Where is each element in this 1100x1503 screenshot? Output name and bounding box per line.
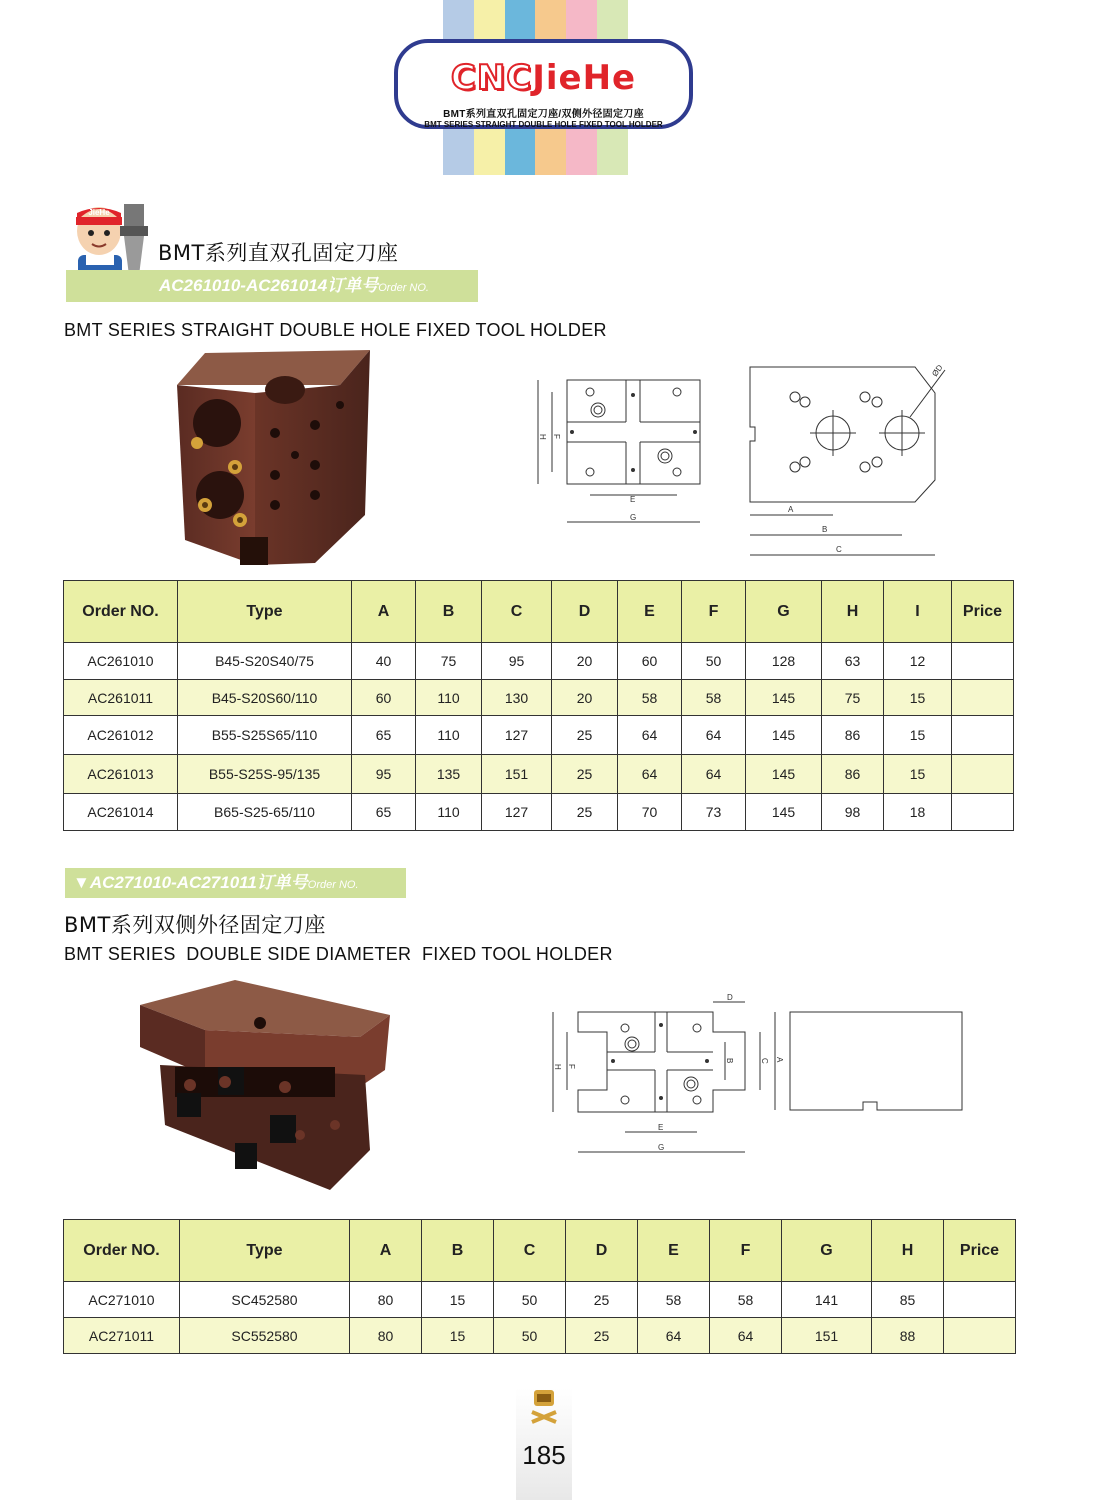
dim-label-f: F bbox=[567, 1064, 576, 1069]
table-cell: 86 bbox=[822, 755, 884, 794]
order-label-cn: 订单号 bbox=[327, 276, 379, 295]
col-header: C bbox=[482, 581, 552, 643]
col-header: Type bbox=[180, 1220, 350, 1282]
table-cell: 75 bbox=[416, 643, 482, 680]
table-cell: 60 bbox=[352, 680, 416, 716]
dim-label-e: E bbox=[658, 1123, 664, 1132]
technical-drawing-front-1 bbox=[530, 370, 710, 530]
table-cell: 88 bbox=[872, 1318, 944, 1354]
table-cell: 127 bbox=[482, 794, 552, 831]
col-header: F bbox=[710, 1220, 782, 1282]
col-header: D bbox=[566, 1220, 638, 1282]
order-range-text: AC261010-AC261014 bbox=[159, 276, 328, 295]
table-cell: AC261013 bbox=[64, 755, 178, 794]
table-cell: 25 bbox=[566, 1318, 638, 1354]
spec-table-2 bbox=[63, 1219, 1016, 1354]
table-row bbox=[64, 1318, 1016, 1354]
brand-logo bbox=[394, 39, 693, 129]
table-cell: 50 bbox=[682, 643, 746, 680]
col-header: Type bbox=[178, 581, 352, 643]
table-cell: AC261012 bbox=[64, 716, 178, 755]
table-cell: 110 bbox=[416, 680, 482, 716]
table-header-row bbox=[64, 1220, 1016, 1282]
table-cell: AC261011 bbox=[64, 680, 178, 716]
col-header: Price bbox=[944, 1220, 1016, 1282]
table-header-row bbox=[64, 581, 1014, 643]
table-cell: 64 bbox=[638, 1318, 710, 1354]
section1-title-cn: BMT系列直双孔固定刀座 bbox=[158, 241, 399, 265]
table-cell: 65 bbox=[352, 716, 416, 755]
table-cell: 25 bbox=[566, 1282, 638, 1318]
table-cell: 128 bbox=[746, 643, 822, 680]
table-cell: 15 bbox=[884, 680, 952, 716]
table-cell: 110 bbox=[416, 794, 482, 831]
table-cell: 50 bbox=[494, 1318, 566, 1354]
table-cell: 64 bbox=[710, 1318, 782, 1354]
mascot-logo: JieHe bbox=[88, 208, 110, 217]
table-cell: 58 bbox=[638, 1282, 710, 1318]
tool-emblem-icon bbox=[528, 1388, 560, 1426]
table-cell: 141 bbox=[782, 1282, 872, 1318]
table-cell: 58 bbox=[618, 680, 682, 716]
table-cell: 80 bbox=[350, 1282, 422, 1318]
table-cell: 63 bbox=[822, 643, 884, 680]
table-cell: 73 bbox=[682, 794, 746, 831]
technical-drawing-side-1 bbox=[740, 355, 955, 560]
page-number: 185 bbox=[522, 1440, 566, 1470]
table-cell: 151 bbox=[482, 755, 552, 794]
order-label-en: Order NO. bbox=[378, 282, 429, 294]
table-row bbox=[64, 755, 1014, 794]
table-cell: 145 bbox=[746, 680, 822, 716]
product-photo-straight-holder bbox=[165, 345, 380, 570]
dim-label-h: H bbox=[538, 434, 547, 440]
table-cell bbox=[944, 1318, 1016, 1354]
order-range-text: AC271010-AC271011 bbox=[89, 873, 257, 892]
table-cell: AC261014 bbox=[64, 794, 178, 831]
table-cell: 145 bbox=[746, 716, 822, 755]
table-cell: 75 bbox=[822, 680, 884, 716]
dim-label-b: B bbox=[822, 525, 828, 534]
col-header: G bbox=[746, 581, 822, 643]
brand-name bbox=[398, 58, 689, 98]
order-label-en: Order NO. bbox=[307, 879, 359, 891]
section2-title-cn: BMT系列双侧外径固定刀座 bbox=[64, 913, 326, 937]
logo-cnc: CNC bbox=[450, 58, 533, 98]
table-cell bbox=[952, 755, 1014, 794]
col-header: A bbox=[350, 1220, 422, 1282]
table-cell: 151 bbox=[782, 1318, 872, 1354]
section1-title-en: BMT SERIES STRAIGHT DOUBLE HOLE FIXED TOOL HOLDER bbox=[64, 320, 607, 340]
table-row bbox=[64, 680, 1014, 716]
table-cell: AC271010 bbox=[64, 1282, 180, 1318]
table-cell: 135 bbox=[416, 755, 482, 794]
table-row bbox=[64, 643, 1014, 680]
logo-subtitle-en: BMT SERIES STRAIGHT DOUBLE HOLE FIXED TOOL HOLDER bbox=[424, 120, 663, 129]
dim-label-h: H bbox=[553, 1064, 562, 1070]
table-cell: B55-S25S-95/135 bbox=[178, 755, 352, 794]
table-cell: AC261010 bbox=[64, 643, 178, 680]
table-cell: 98 bbox=[822, 794, 884, 831]
table-cell: 65 bbox=[352, 794, 416, 831]
table-cell: B65-S25-65/110 bbox=[178, 794, 352, 831]
technical-drawing-side-2 bbox=[765, 1005, 970, 1115]
product-photo-double-side-holder bbox=[135, 975, 395, 1195]
table-cell: 15 bbox=[884, 755, 952, 794]
col-header: B bbox=[422, 1220, 494, 1282]
col-header: B bbox=[416, 581, 482, 643]
dim-label-g: G bbox=[630, 513, 637, 522]
table-cell: 145 bbox=[746, 755, 822, 794]
table-cell: 15 bbox=[884, 716, 952, 755]
logo-jiehe: JieHe bbox=[532, 58, 637, 98]
table-cell: 145 bbox=[746, 794, 822, 831]
col-header: Order NO. bbox=[64, 1220, 180, 1282]
col-header: I bbox=[884, 581, 952, 643]
table-cell: 20 bbox=[552, 643, 618, 680]
table-cell: 15 bbox=[422, 1282, 494, 1318]
table-cell: 64 bbox=[682, 755, 746, 794]
table-cell: B45-S20S60/110 bbox=[178, 680, 352, 716]
table-cell bbox=[944, 1282, 1016, 1318]
table-row bbox=[64, 1282, 1016, 1318]
dim-label-d: ØD bbox=[930, 363, 945, 379]
table-cell: 25 bbox=[552, 716, 618, 755]
section2-title-en: BMT SERIES DOUBLE SIDE DIAMETER FIXED TOOL HOLDER bbox=[64, 944, 613, 964]
table-cell: 58 bbox=[710, 1282, 782, 1318]
dim-label-a: A bbox=[775, 1057, 784, 1063]
col-header: E bbox=[638, 1220, 710, 1282]
table-cell bbox=[952, 643, 1014, 680]
spec-table-1 bbox=[63, 580, 1014, 831]
table-cell: 60 bbox=[618, 643, 682, 680]
dim-label-a: A bbox=[788, 505, 794, 514]
dim-label-f: F bbox=[552, 434, 561, 439]
order-label-cn: 订单号 bbox=[256, 873, 308, 892]
logo-subtitle-cn: BMT系列直双孔固定刀座/双侧外径固定刀座 bbox=[443, 109, 644, 120]
table-cell: SC552580 bbox=[180, 1318, 350, 1354]
table-cell: 25 bbox=[552, 755, 618, 794]
table-cell: 95 bbox=[482, 643, 552, 680]
table-row bbox=[64, 716, 1014, 755]
table-cell bbox=[952, 680, 1014, 716]
table-cell: 50 bbox=[494, 1282, 566, 1318]
dim-label-c: C bbox=[760, 1058, 769, 1064]
table-cell: 110 bbox=[416, 716, 482, 755]
col-header: Price bbox=[952, 581, 1014, 643]
dim-label-b: B bbox=[725, 1058, 734, 1064]
col-header: C bbox=[494, 1220, 566, 1282]
dim-label-d: D bbox=[727, 993, 733, 1002]
col-header: E bbox=[618, 581, 682, 643]
table-cell: 127 bbox=[482, 716, 552, 755]
table-cell: B55-S25S65/110 bbox=[178, 716, 352, 755]
table-cell: 18 bbox=[884, 794, 952, 831]
dim-label-c: C bbox=[836, 545, 842, 554]
table-cell: 64 bbox=[682, 716, 746, 755]
table-cell: SC452580 bbox=[180, 1282, 350, 1318]
col-header: G bbox=[782, 1220, 872, 1282]
table-cell: 85 bbox=[872, 1282, 944, 1318]
table-cell: 86 bbox=[822, 716, 884, 755]
table-cell: 58 bbox=[682, 680, 746, 716]
technical-drawing-front-2 bbox=[545, 992, 780, 1157]
col-header: D bbox=[552, 581, 618, 643]
section1-order-range bbox=[66, 270, 478, 302]
table-row bbox=[64, 794, 1014, 831]
table-cell: 40 bbox=[352, 643, 416, 680]
table-cell: 20 bbox=[552, 680, 618, 716]
table-cell: 70 bbox=[618, 794, 682, 831]
dim-label-g: G bbox=[658, 1143, 665, 1152]
table-cell: AC271011 bbox=[64, 1318, 180, 1354]
table-cell: 130 bbox=[482, 680, 552, 716]
table-cell: B45-S20S40/75 bbox=[178, 643, 352, 680]
table-cell bbox=[952, 794, 1014, 831]
section2-order-range bbox=[65, 868, 406, 898]
table-cell: 15 bbox=[422, 1318, 494, 1354]
table-cell: 64 bbox=[618, 755, 682, 794]
table-cell: 12 bbox=[884, 643, 952, 680]
col-header: Order NO. bbox=[64, 581, 178, 643]
col-header: H bbox=[872, 1220, 944, 1282]
col-header: F bbox=[682, 581, 746, 643]
table-cell: 80 bbox=[350, 1318, 422, 1354]
table-cell: 95 bbox=[352, 755, 416, 794]
table-cell: 64 bbox=[618, 716, 682, 755]
col-header: A bbox=[352, 581, 416, 643]
table-cell: 25 bbox=[552, 794, 618, 831]
dim-label-e: E bbox=[630, 495, 636, 504]
triangle-marker-icon: ▼ bbox=[73, 873, 90, 892]
col-header: H bbox=[822, 581, 884, 643]
table-cell bbox=[952, 716, 1014, 755]
